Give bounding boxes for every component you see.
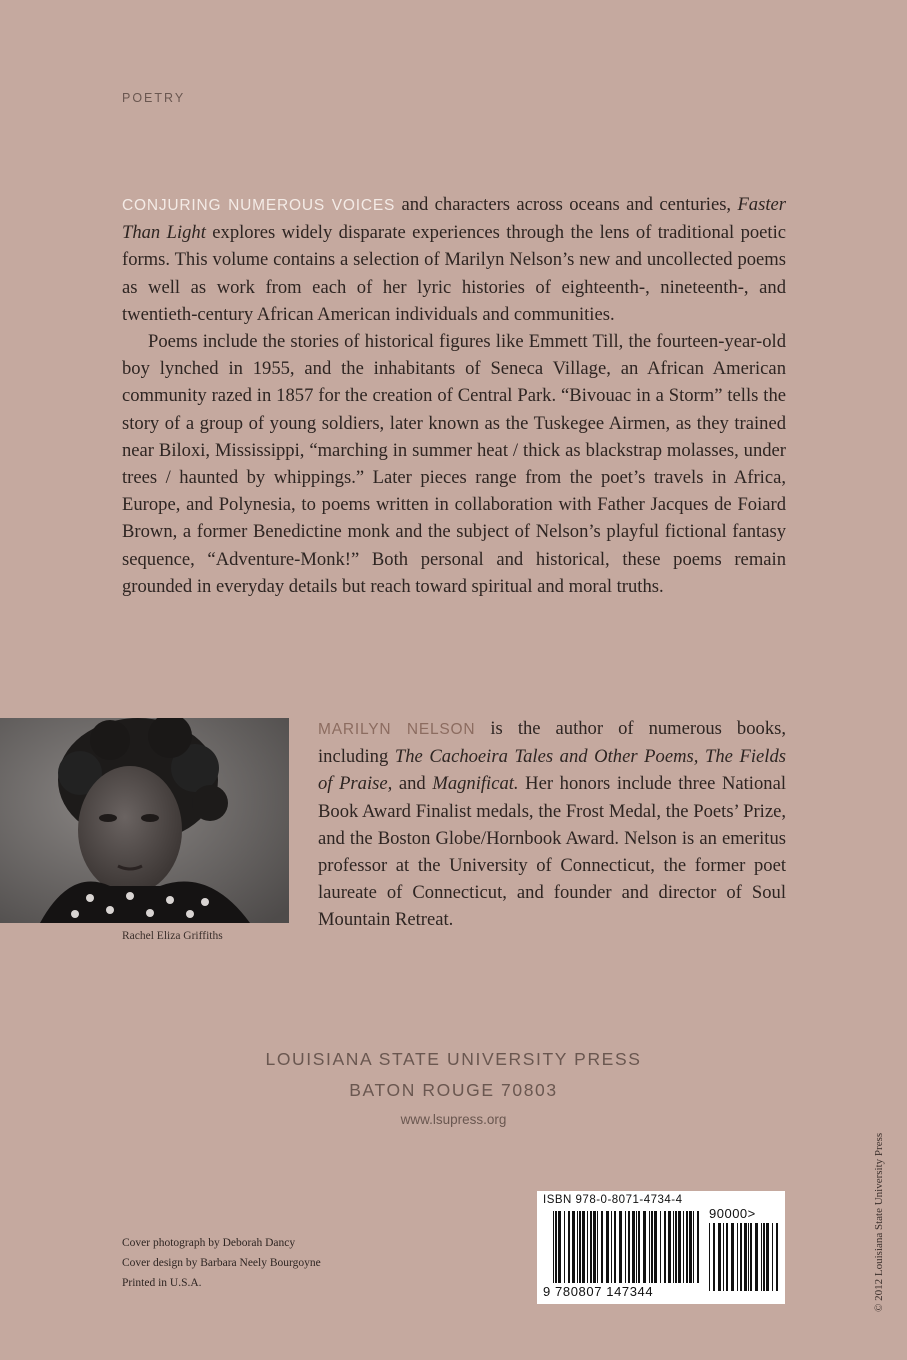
cover-design-credit: Cover design by Barbara Neely Bourgoyne bbox=[122, 1257, 321, 1269]
isbn-barcode bbox=[537, 1191, 785, 1304]
author-name: MARILYN NELSON bbox=[318, 721, 476, 738]
description-text-b: explores widely disparate experiences through the lens of traditional poetic forms. This volume contains a selection of Marilyn Nelson’s new and uncollected poems as well as work from each of her lyric histories of eighteenth-, nineteenth-, and twentieth-century African American individuals and communities. bbox=[122, 222, 786, 325]
book-description bbox=[122, 191, 786, 600]
photo-credit: Rachel Eliza Griffiths bbox=[122, 930, 223, 942]
barcode-digits: 9 780807 147344 bbox=[543, 1284, 654, 1299]
copyright-notice: © 2012 Louisiana State University Press bbox=[873, 1132, 885, 1312]
bio-book-title: Magnificat. bbox=[432, 773, 519, 795]
publisher-url: www.lsupress.org bbox=[400, 1112, 507, 1127]
bio-text-b: and bbox=[392, 773, 433, 795]
isbn-number: ISBN 978-0-8071-4734-4 bbox=[543, 1194, 683, 1206]
category-label: POETRY bbox=[122, 91, 186, 105]
bio-text-a: is the author of numerous books, including bbox=[318, 718, 786, 768]
bio-text-c: Her honors include three National Book Award Finalist medals, the Frost Medal, the Poets’ Prize, and the Boston Globe/Hornbook Award. Nelson is an emeritus professor at the University of Connecticut, the former poet laureate of Connecticut, and founder and director of Soul Mountain Retreat. bbox=[318, 773, 786, 931]
bio-book-titles: The Cachoeira Tales and Other Poems, The Fields of Praise, bbox=[318, 746, 786, 795]
barcode-bars-addon bbox=[709, 1223, 779, 1291]
barcode-bars-main bbox=[553, 1211, 701, 1283]
cover-photo-credit: Cover photograph by Deborah Dancy bbox=[122, 1237, 296, 1249]
author-photo bbox=[0, 718, 289, 923]
book-title: Faster Than Light bbox=[122, 194, 786, 244]
publisher-block bbox=[0, 1045, 907, 1131]
description-lead-in: CONJURING NUMEROUS VOICES bbox=[122, 197, 396, 214]
description-paragraph-1 bbox=[122, 191, 786, 328]
price-code: 90000> bbox=[709, 1206, 756, 1221]
author-bio bbox=[318, 715, 786, 934]
description-paragraph-2: Poems include the stories of historical figures like Emmett Till, the fourteen-year-old boy lynched in 1955, and the inhabitants of Seneca Village, an African American community razed in 1857 for the creation of Central Park. “Bivouac in a Storm” tells the story of a group of young soldiers, later known as the Tuskegee Airmen, as they trained near Biloxi, Mississippi, “marching in summer heat / thick as blackstrap molasses, under trees / haunted by whippings.” Later pieces range from the poet’s travels in Africa, Europe, and Polynesia, to poems written in collaboration with Father Jacques de Foiard Brown, a former Benedictine monk and the subject of Nelson’s playful fictional fantasy sequence, “Adventure-Monk!” Both personal and historical, these poems remain grounded in everyday details but reach toward spiritual and moral truths. bbox=[122, 331, 786, 597]
bio-paragraph bbox=[318, 715, 786, 934]
cover-credits bbox=[122, 1233, 321, 1293]
publisher-name: LOUISIANA STATE UNIVERSITY PRESS bbox=[265, 1049, 642, 1069]
publisher-city: BATON ROUGE 70803 bbox=[349, 1080, 558, 1100]
printed-in: Printed in U.S.A. bbox=[122, 1277, 202, 1289]
description-text-a: and characters across oceans and centuries, bbox=[395, 194, 738, 215]
